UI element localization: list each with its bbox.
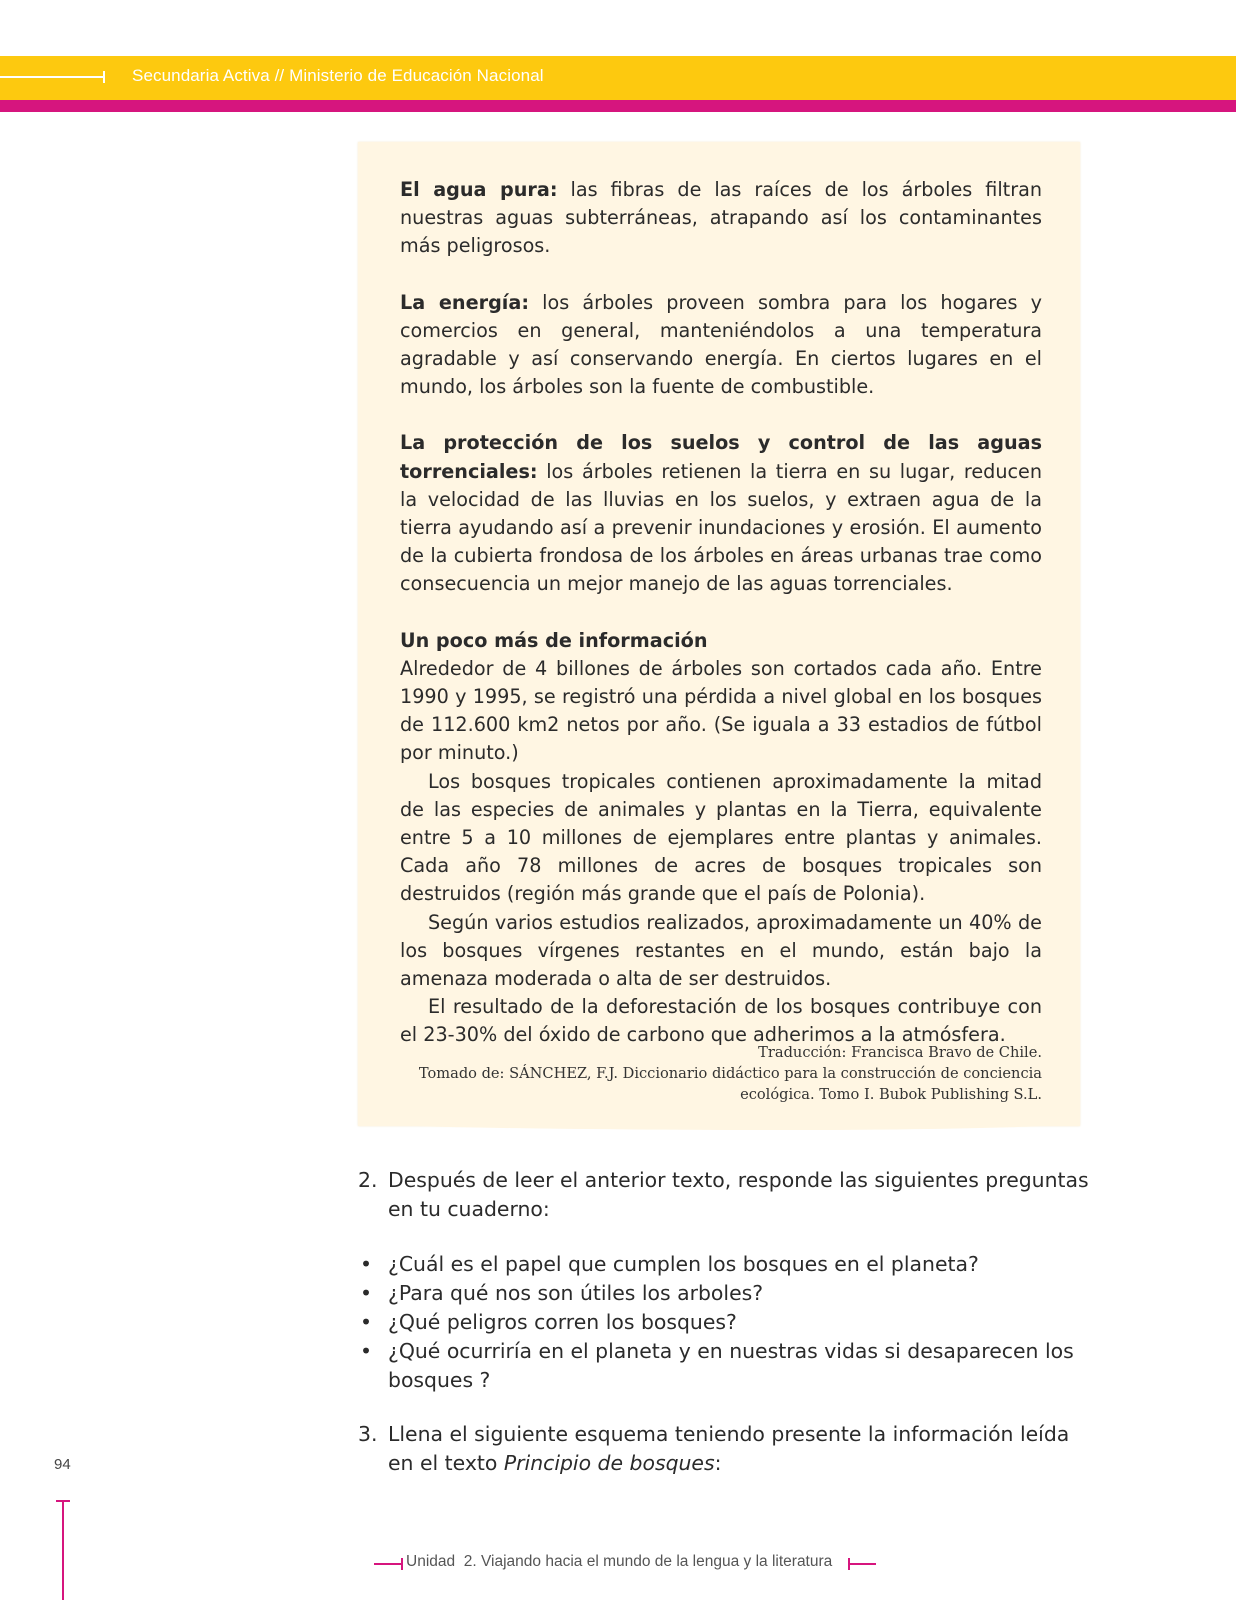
footer-unit-text: 2. Viajando hacia el mundo de la lengua y la literatura [463,1553,833,1570]
list-item [358,1308,1098,1337]
citation [400,1042,1042,1105]
question-2-text: Después de leer el anterior texto, responde las siguientes preguntas en tu cuaderno: [388,1168,1089,1221]
question-3-text: Llena el siguiente esquema teniendo presente la información leída en el texto [388,1422,1070,1475]
footer-right-rule [848,1563,876,1565]
bullet-icon: • [360,1281,373,1305]
footer-left-rule [374,1563,402,1565]
question-3-number: 3. [358,1422,378,1446]
info-paragraph-1: Alrededor de 4 billones de árboles son cortados cada año. Entre 1990 y 1995, se registró una pérdida a nivel global en los bosques de 112.600 km2 netos por año. (Se iguala a 33 estadios de fútbol por minuto.) [400,656,1042,765]
page-number: 94 [54,1456,71,1473]
footer-unit-label: Unidad [406,1553,456,1570]
question-3-end: : [714,1451,722,1475]
list-item [358,1250,1098,1279]
side-rule [62,1500,64,1600]
info-paragraph-2: Los bosques tropicales contienen aproximadamente la mitad de las especies de animales y plantas en la Tierra, equivalente entre 5 a 10 millones de ejemplares entre plantas y animales. Cada año 78 millones de acres de bosques tropicales son destruidos (región más grande que el país de Polonia). [400,769,1042,906]
paragraph-suelos [400,429,1042,598]
list-item [358,1337,1098,1395]
paragraph-energia [400,289,1042,402]
header-stripe [0,100,1236,112]
header-title: Secundaria Activa // Ministerio de Educación Nacional [132,66,544,85]
footer-text [406,1553,832,1571]
footer [374,1552,894,1576]
text-energia: los árboles proveen sombra para los hogares y comercios en general, manteniéndolos a una temperatura agradable y así conservando energía. En ciertos lugares en el mundo, los árboles son la fuente de combustible. [400,290,1043,399]
paragraph-agua [400,176,1042,261]
question-3-title: Principio de bosques [503,1451,715,1475]
list-item-text: ¿Qué ocurriría en el planeta y en nuestras vidas si desaparecen los bosques ? [388,1339,1074,1392]
header-rule-cap [103,71,105,83]
list-item-text: ¿Cuál es el papel que cumplen los bosques en el planeta? [388,1252,979,1276]
list-item-text: ¿Qué peligros corren los bosques? [388,1310,737,1334]
questions-section [358,1166,1098,1478]
info-paragraph-3: Según varios estudios realizados, aproximadamente un 40% de los bosques vírgenes restantes en el mundo, están bajo la amenaza moderada o alta de ser destruidos. [400,910,1042,991]
citation-translation: Traducción: Francisca Bravo de Chile. [758,1044,1042,1061]
header-rule [0,76,105,78]
info-paragraph-4: El resultado de la deforestación de los bosques contribuye con el 23-30% del óxido de carbono que adherimos a la atmósfera. [400,995,1042,1047]
reading-text [400,176,1042,1050]
bullet-icon: • [360,1339,373,1363]
question-3 [358,1420,1098,1478]
bullet-icon: • [360,1310,373,1334]
footer-left-cap [401,1558,403,1570]
question-list [358,1250,1098,1395]
question-2 [358,1166,1098,1224]
text-suelos: los árboles retienen la tierra en su lugar, reducen la velocidad de las lluvias en los suelos, y extraen agua de la tierra ayudando así a prevenir inundaciones y erosión. El aumento de la cubierta frondosa de los árboles en áreas urbanas trae como consecuencia un mejor manejo de las aguas torrenciales. [400,459,1042,596]
bullet-icon: • [360,1252,373,1276]
question-2-number: 2. [358,1168,378,1192]
text-agua: las fibras de las raíces de los árboles filtran nuestras aguas subterráneas, atrapando así los contaminantes más peligrosos. [400,178,1042,258]
list-item-text: ¿Para qué nos son útiles los arboles? [388,1281,764,1305]
citation-source: Tomado de: SÁNCHEZ, F.J. Diccionario didáctico para la construcción de conciencia ecológica. Tomo I. Bubok Publishing S.L. [418,1065,1042,1103]
label-agua: El agua pura: [400,178,558,201]
list-item [358,1279,1098,1308]
label-energia: La energía: [400,290,530,314]
info-heading: Un poco más de información [400,628,708,652]
label-suelos: La protección de los suelos y control de las aguas torrenciales: [400,431,1042,483]
